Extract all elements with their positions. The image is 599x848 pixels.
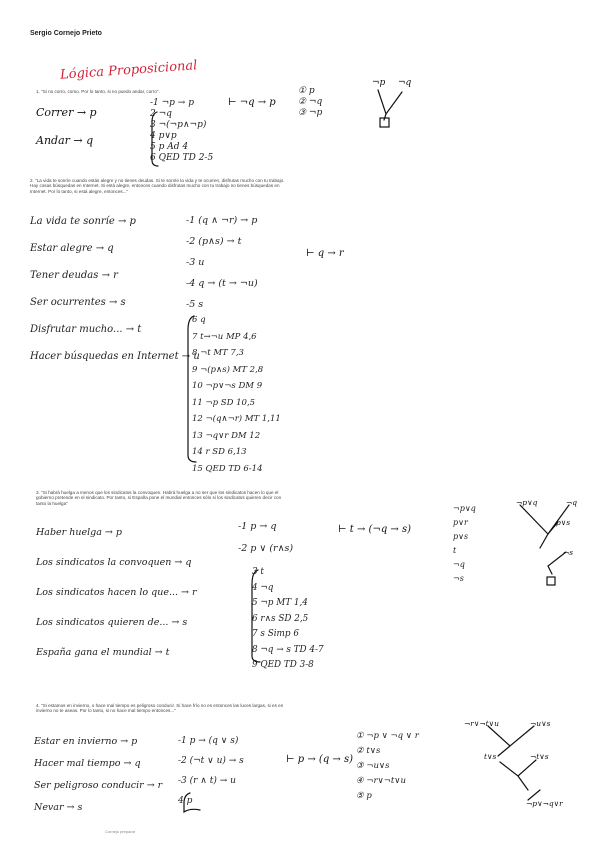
deriv-line: 14 r SD 6,13	[192, 447, 247, 457]
deriv-line: 11 ¬p SD 10,5	[192, 397, 256, 408]
numbered-line: ③ ¬p	[298, 108, 323, 118]
problem-1-goal: ⊢ ¬q → p	[228, 97, 276, 108]
deriv-line: 5 ¬p MT 1,4	[252, 598, 308, 608]
premise-line: -4 q → (t → ¬u)	[186, 278, 258, 289]
side-line: p∨r	[453, 518, 468, 527]
var-line: Estar alegre → q	[30, 243, 114, 254]
deriv-line: 6 QED TD 2-5	[150, 153, 214, 163]
numbered-line: ④ ¬r∨¬t∨u	[356, 776, 406, 786]
problem-3-goal: ⊢ t → (¬q → s)	[338, 524, 411, 535]
tree-4-d: t∨s	[484, 752, 497, 761]
problem-4-statement: 4. "Si estamos en invierno, o hace mal tiempo es peligroso conducir. Si hace frío no es entonces las luces largas, si es en invierno no te aseas. Por lo tanto, si no hace mal tiempo entonces..."	[36, 703, 284, 714]
deriv-line: 6 r∧s SD 2,5	[252, 613, 309, 624]
bracket-2	[188, 316, 196, 462]
var-line: Los sindicatos la convoquen → q	[36, 557, 192, 568]
var-correr: Correr → p	[36, 106, 97, 119]
premise-line: -1 p → q	[238, 521, 277, 532]
problem-2-statement: 2. "La vida te sonríe cuando estás alegre y no tienes deudas. Si te sonríe la vida y te ocurren, disfrutas mucho con tu trabajo. Hay cosas búsquedas en Internet. Si está alegre, entonces cuando disfrutas mucho con tu trabajo no tienes búsquedas en Internet. Por lo tanto, si está alegre, entonces..."	[30, 178, 285, 194]
var-andar: Andar → q	[36, 134, 94, 147]
bracket-3	[252, 570, 260, 662]
premise-line: -2 p ∨ (r∧s)	[238, 543, 294, 554]
tree-4-a: ¬r∨¬t∨u	[464, 719, 499, 728]
deriv-line: 15 QED TD 6-14	[192, 463, 263, 474]
var-line: Haber huelga → p	[36, 527, 122, 538]
deriv-line: 6 q	[192, 315, 206, 325]
deriv-line: 10 ¬p∨¬s DM 9	[192, 381, 263, 391]
tree-3-d: ¬s	[563, 548, 574, 557]
tree-1-branch	[378, 90, 402, 120]
author-name: Sergio Cornejo Prieto	[30, 30, 102, 37]
premise-line: -1 p → (q ∨ s)	[178, 736, 239, 746]
problem-2-goal: ⊢ q → r	[306, 248, 344, 259]
tree-1-right: ¬q	[398, 78, 412, 88]
premise-line: -2 (p∧s) → t	[186, 236, 242, 247]
var-line: Estar en invierno → p	[34, 736, 138, 747]
side-line: ¬s	[453, 574, 464, 583]
deriv-line: 4 p∨p	[150, 131, 177, 141]
var-line: Disfrutar mucho... → t	[30, 324, 142, 335]
bracket-4	[184, 793, 200, 812]
deriv-line: 8 ¬q → s TD 4-7	[252, 644, 324, 655]
numbered-line: ③ ¬u∨s	[356, 761, 390, 771]
deriv-line: 3 ¬(¬p∧¬p)	[150, 120, 207, 130]
tree-3-a: ¬p∨q	[516, 498, 538, 507]
deriv-line: 12 ¬(q∧¬r) MT 1,11	[192, 414, 281, 424]
var-line: Hacer búsquedas en Internet → u	[30, 351, 200, 362]
var-line: Tener deudas → r	[30, 270, 118, 281]
side-line: p∨s	[453, 532, 469, 541]
deriv-line: 8 ¬t MT 7,3	[192, 348, 244, 358]
premise-line: -1 (q ∧ ¬r) → p	[186, 215, 258, 226]
deriv-line: 5 p Ad 4	[150, 142, 189, 152]
deriv-line: 3 t	[252, 567, 264, 577]
var-line: Ser ocurrentes → s	[30, 297, 126, 308]
deriv-line: -1 ¬p → p	[150, 98, 194, 108]
premise-line: -5 s	[186, 299, 204, 310]
tree-1-left: ¬p	[372, 78, 386, 88]
var-line: Los sindicatos hacen lo que... → r	[36, 587, 197, 598]
problem-3-statement: 3. "Si habrá huelga a menos que los sindicatos la convoquen. Habrá huelga a no ser que los sindicatos hacen lo que el gobierno pretende en el sindicato. Por tanto, si España pone el mundial entonces sólo si los sindicatos quieren decir con tanto la huelga"	[36, 490, 282, 506]
bracket-1	[152, 112, 158, 166]
premise-line: -3 (r ∧ t) → u	[178, 776, 236, 786]
numbered-line: ① p	[298, 86, 315, 96]
var-line: Nevar → s	[34, 802, 83, 813]
handwritten-title: Lógica Proposicional	[59, 58, 198, 83]
deriv-line: 2 ¬q	[150, 109, 172, 119]
deriv-line: 13 ¬q∨r DM 12	[192, 430, 261, 441]
side-line: ¬p∨q	[453, 504, 476, 513]
problem-4-goal: ⊢ p → (q → s)	[286, 754, 353, 765]
tree-3-c: p∨s	[556, 518, 571, 527]
tree-4-branch	[488, 726, 540, 800]
deriv-line: 7 s Simp 6	[252, 629, 299, 639]
deriv-line: 7 t→¬u MP 4,6	[192, 331, 257, 342]
premise-line: 4 p	[178, 796, 193, 806]
deriv-line: 4 ¬q	[252, 582, 274, 593]
deriv-line: 9 QED TD 3-8	[252, 660, 314, 670]
tree-3-branch	[520, 505, 569, 574]
premise-line: -3 u	[186, 257, 205, 268]
numbered-line: ⑤ p	[356, 791, 372, 801]
var-line: Hacer mal tiempo → q	[34, 758, 141, 769]
var-line: Ser peligroso conducir → r	[34, 780, 163, 791]
numbered-line: ① ¬p ∨ ¬q ∨ r	[356, 731, 419, 741]
problem-1-statement: 1. "Si no corro, como. Por lo tanto, si no puedo andar, corro".	[36, 89, 160, 94]
tree-3-b: ¬q	[566, 498, 578, 507]
side-line: t	[453, 546, 457, 555]
deriv-line: 9 ¬(p∧s) MT 2,8	[192, 364, 264, 375]
tree-4-e: ¬p∨¬q∨r	[526, 799, 563, 808]
tree-4-c: ¬t∨s	[530, 752, 549, 761]
tree-4-b: ¬u∨s	[530, 719, 551, 728]
premise-line: -2 (¬t ∨ u) → s	[178, 756, 244, 766]
var-line: La vida te sonríe → p	[30, 216, 136, 227]
var-line: España gana el mundial → t	[36, 647, 170, 658]
var-line: Los sindicatos quieren de... → s	[36, 617, 188, 628]
tree-3-box	[547, 577, 555, 585]
side-line: ¬q	[453, 560, 465, 569]
numbered-line: ② t∨s	[356, 746, 381, 756]
page-footer: Cornejo preparar	[105, 829, 136, 834]
numbered-line: ② ¬q	[298, 97, 323, 107]
